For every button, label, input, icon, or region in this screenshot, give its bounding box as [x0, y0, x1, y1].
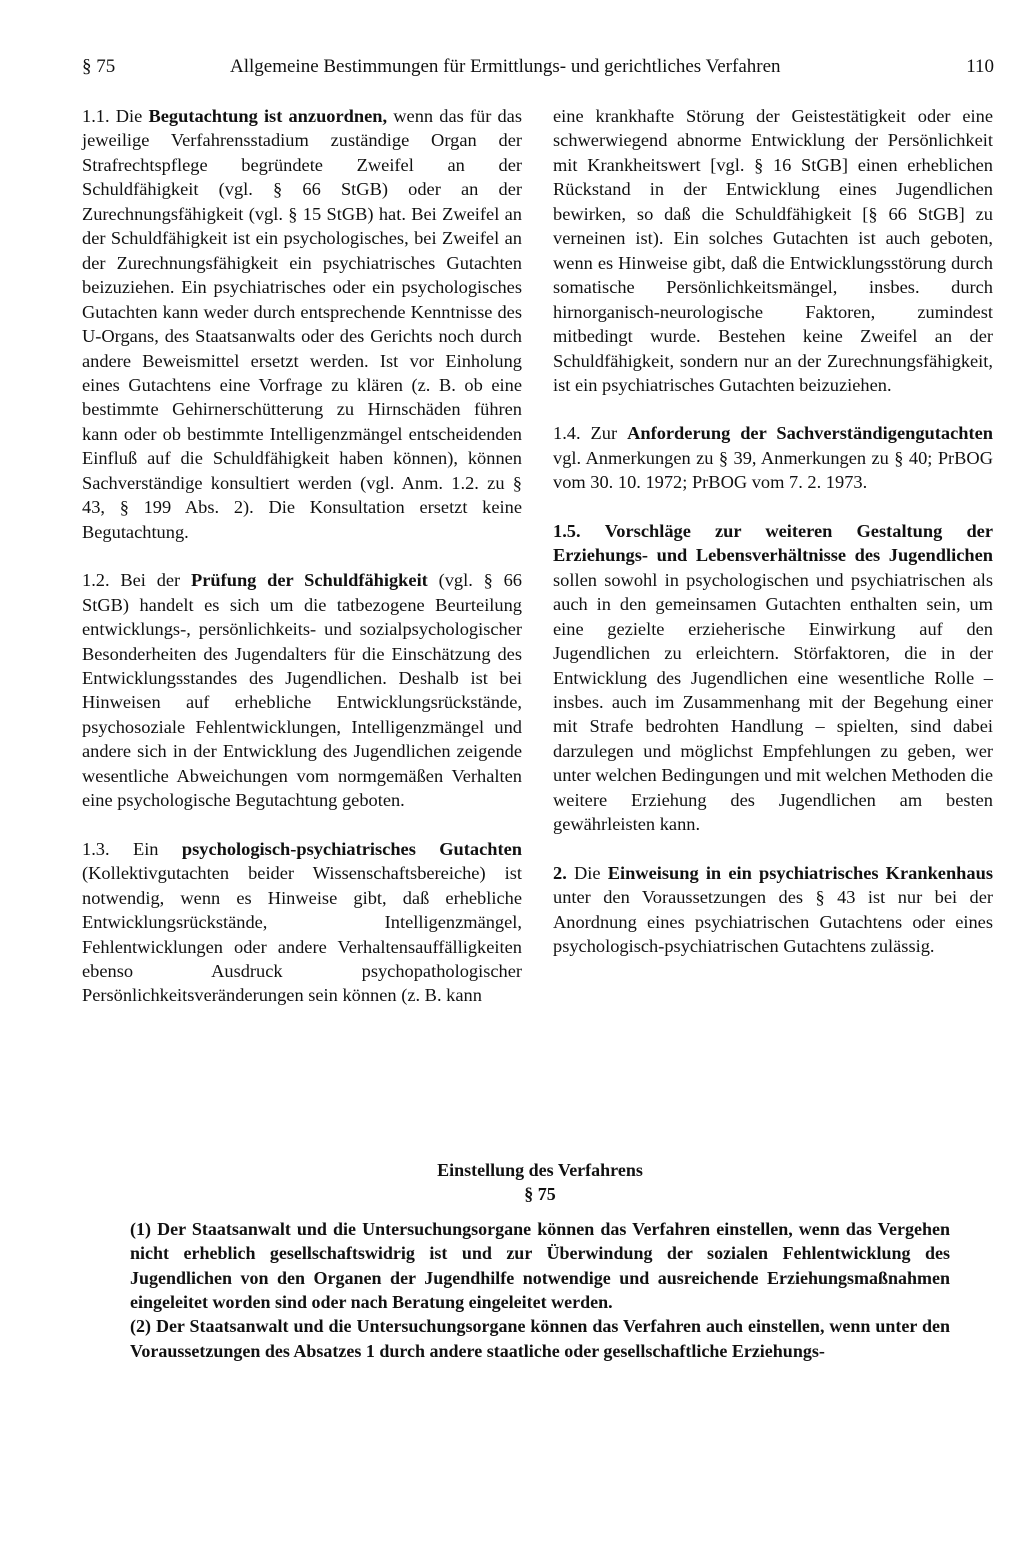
paragraph-body: (vgl. § 66 StGB) handelt es sich um die tatbezogene Beurteilung entwicklungs-, persönlichkeits- und sozialpsychologischer Besonderheiten des Jugendalters für die Einschätzung des Entwicklungsstandes des Jugendlichen. Deshalb ist bei Hinweisen auf erhebliche Entwicklungsrückstände, psychosoziale Fehlentwicklungen, Intelligenzmängel und andere sich in der Entwicklung des Jugendlichen zeigende wesentliche Abweichungen vom normgemäßen Verhalten eine psychologische Begutachtung geboten.	[82, 570, 522, 811]
paragraph-number: 1.1.	[82, 106, 110, 126]
paragraph-number: 2.	[553, 862, 567, 883]
paragraph-body: eine krankhafte Störung der Geistestätigkeit oder eine schwerwiegend abnorme Entwicklung der Persönlichkeit mit Krankheitswert [vgl. § 16 StGB] einen erheblichen Rückstand in der Entwicklung eines Jugendlichen bewirken, so daß die Schuldfähigkeit [§ 66 StGB] zu verneinen ist). Ein solches Gutachten ist auch geboten, wenn es Hinweise gibt, daß die Entwicklungsstörung durch somatische Persönlichkeitsmängel, insbes. durch hirnorganisch-neurologische Faktoren, zumindest mitbedingt wurde. Bestehen keine Zweifel an der Schuldfähigkeit, sondern nur an der Zurechnungsfähigkeit, ist ein psychiatrisches Gutachten beizuziehen.	[553, 106, 993, 395]
page-header	[82, 56, 994, 84]
header-title: Allgemeine Bestimmungen für Ermittlungs- und gerichtliches Verfahren	[230, 56, 781, 77]
paragraph-lead: Ein	[132, 838, 159, 859]
law-paragraph-2: (2) Der Staatsanwalt und die Untersuchungsorgane können das Verfahren auch einstellen, wenn unter den Voraussetzungen des Absatzes 1 durch andere staatliche oder gesellschaftliche Erziehungs-	[130, 1316, 950, 1361]
paragraph-body: vgl. Anmerkungen zu § 39, Anmerkungen zu § 40; PrBOG vom 30. 10. 1972; PrBOG vom 7. 2. 1973.	[553, 447, 993, 493]
paragraph-keyword: Einweisung in ein psychiatrisches Krankenhaus	[607, 862, 993, 883]
law-text-block	[130, 1158, 950, 1363]
header-section: § 75	[82, 56, 116, 77]
paragraph-keyword: psychologisch-psychiatrisches Gutachten	[181, 838, 522, 859]
paragraph-body: sollen sowohl in psychologischen und psychiatrischen als auch in den gemeinsamen Gutachten enthalten sein, um eine gezielte erzieherische Einwirkung auf den Jugendlichen zu erleichtern. Störfaktoren, die in der Entwicklung des Jugendlichen eine wesentliche Rolle – insbes. auch im Zusammenhang mit der Begehung einer mit Strafe bedrohten Handlung – spielten, sind dabei darzulegen und möglichst Empfehlungen zu geben, wer unter welchen Bedingungen und mit welchen Methoden die weitere Erziehung des Jugendlichen am besten gewährleisten kann.	[553, 569, 993, 835]
paragraph-number: 1.3.	[82, 838, 110, 859]
law-paragraph-1: (1) Der Staatsanwalt und die Untersuchungsorgane können das Verfahren einstellen, wenn das Vergehen nicht erheblich gesellschaftswidrig ist und zur Überwindung der sozialen Fehlentwicklung des Jugendlichen von den Organen der Jugendhilfe notwendige und ausreichende Erziehungsmaßnahmen eingeleitet worden sind oder nach Beratung eingeleitet werden.	[130, 1218, 950, 1313]
paragraph-keyword: Anforderung der Sachverständigengutachten	[627, 423, 993, 444]
paragraph-number: 1.2.	[82, 570, 110, 591]
paragraph-1-2	[82, 568, 522, 813]
paragraph-1-4	[553, 421, 993, 494]
paragraph-keyword: Prüfung der Schuldfähigkeit	[190, 570, 428, 591]
paragraph-1-3	[82, 837, 522, 1008]
paragraph-body: wenn das für das jeweilige Verfahrensstadium zuständige Organ der Strafrechtspflege begründete Zweifel an der Schuldfähigkeit (vgl. § 66 StGB) oder an der Zurechnungsfähigkeit (vgl. § 15 StGB) hat. Bei Zweifel an der Schuldfähigkeit ist ein psychologisches, bei Zweifel an der Zurechnungsfähigkeit ein psychiatrisches Gutachten beizuziehen. Ein psychiatrisches oder ein psychologisches Gutachten kann weder durch entsprechende Kenntnisse des U-Organs, des Staatsanwalts oder des Gerichts noch durch andere Beweismittel ersetzt werden. Ist vor Einholung eines Gutachtens eine Vorfrage zu klären (z. B. ob eine bestimmte Gehirnerschütterung zu Hirnschäden führen kann oder ob bestimmte Intelligenzmängel entscheidenden Einfluß auf die Schuldfähigkeit haben können), können Sachverständige konsultiert werden (vgl. Anm. 1.2. zu § 43, § 199 Abs. 2). Die Konsultation ersetzt keine Begutachtung.	[82, 106, 523, 542]
page-number: 110	[966, 56, 994, 77]
law-section: § 75	[524, 1184, 556, 1205]
paragraph-number: 1.4.	[553, 423, 581, 444]
paragraph-keyword: Begutachtung ist anzuordnen,	[148, 106, 388, 126]
paragraph-number: 1.5.	[553, 520, 581, 541]
paragraph-1-1	[82, 104, 522, 544]
right-column	[553, 104, 993, 983]
paragraph-1-5	[553, 519, 993, 837]
paragraph-lead: Die	[573, 862, 601, 883]
paragraph-body: unter den Voraussetzungen des § 43 ist nur bei der Anordnung eines psychiatrischen Gutachtens oder eines psychologisch-psychiatrischen Gutachtens zulässig.	[553, 887, 993, 957]
paragraph-2	[553, 861, 993, 959]
paragraph-lead: Zur	[590, 423, 618, 444]
paragraph-lead: Bei der	[120, 570, 181, 591]
paragraph-lead: Die	[115, 106, 143, 126]
law-heading: Einstellung des Verfahrens	[437, 1160, 643, 1180]
paragraph-body: (Kollektivgutachten beider Wissenschaftsbereiche) ist notwendig, wenn es Hinweise gibt, daß erhebliche Entwicklungsrückstände, Intelligenzmängel, Fehlentwicklungen oder andere Verhaltensauffälligkeiten ebenso Ausdruck psychopathologischer Persönlichkeitsveränderungen sein können (z. B. kann	[82, 863, 522, 1006]
paragraph-continuation	[553, 104, 993, 397]
paragraph-keyword: Vorschläge zur weiteren Gestaltung der Erziehungs- und Lebensverhältnisse des Jugendlichen	[553, 520, 993, 566]
left-column	[82, 104, 522, 1032]
